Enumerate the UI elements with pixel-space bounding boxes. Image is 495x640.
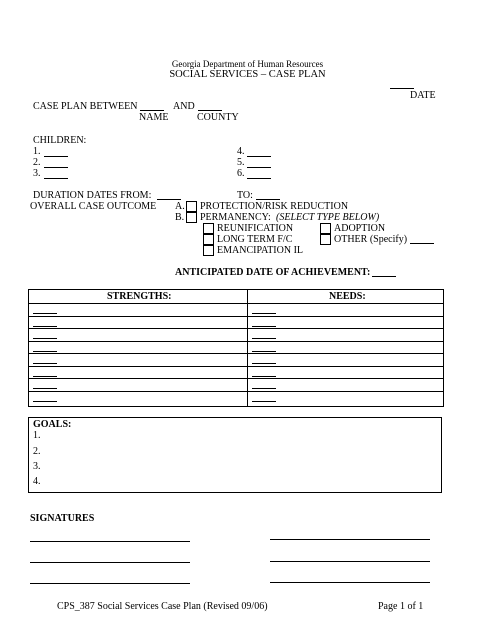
date-blank[interactable] (390, 88, 414, 89)
child-6-number: 6. (237, 168, 245, 179)
protection-text: PROTECTION/RISK REDUCTION (200, 201, 349, 212)
table-row-separator (29, 366, 443, 367)
other-text: OTHER (Specify) (334, 234, 408, 245)
signature-line-1[interactable] (30, 541, 190, 542)
permanency-checkbox[interactable] (186, 212, 197, 223)
signature-line-4[interactable] (270, 561, 430, 562)
anticipated-date-blank[interactable] (372, 276, 396, 277)
table-row-separator (29, 328, 443, 329)
strength-blank[interactable] (33, 388, 57, 389)
child-2-blank[interactable] (44, 167, 68, 168)
duration-from-blank[interactable] (157, 199, 181, 200)
strengths-header: STRENGTHS: (107, 291, 172, 302)
need-blank[interactable] (252, 326, 276, 327)
signature-line-6[interactable] (270, 582, 430, 583)
strength-blank[interactable] (33, 363, 57, 364)
goal-1: 1. (33, 430, 41, 441)
name-label: NAME (139, 112, 169, 123)
child-2-number: 2. (33, 157, 41, 168)
permanency-text: PERMANENCY: (200, 212, 271, 223)
need-blank[interactable] (252, 351, 276, 352)
signature-line-3[interactable] (30, 562, 190, 563)
signature-line-2[interactable] (270, 539, 430, 540)
form-title: SOCIAL SERVICES – CASE PLAN (169, 69, 326, 80)
signatures-label: SIGNATURES (30, 513, 95, 524)
child-3-number: 3. (33, 168, 41, 179)
reunification-checkbox[interactable] (203, 223, 214, 234)
need-blank[interactable] (252, 363, 276, 364)
emancipation-text: EMANCIPATION IL (217, 245, 304, 256)
table-row-separator (29, 303, 443, 304)
adoption-checkbox[interactable] (320, 223, 331, 234)
goals-label: GOALS: (33, 419, 72, 430)
overall-outcome-label: OVERALL CASE OUTCOME (30, 201, 157, 212)
child-4-blank[interactable] (247, 156, 271, 157)
table-row-separator (29, 378, 443, 379)
case-plan-between-label: CASE PLAN BETWEEN (33, 101, 138, 112)
and-label: AND (173, 101, 195, 112)
name-blank[interactable] (140, 110, 164, 111)
goal-4: 4. (33, 476, 41, 487)
anticipated-date-label: ANTICIPATED DATE OF ACHIEVEMENT: (175, 267, 371, 278)
goal-3: 3. (33, 461, 41, 472)
other-checkbox[interactable] (320, 234, 331, 245)
children-label: CHILDREN: (33, 135, 87, 146)
emancipation-checkbox[interactable] (203, 245, 214, 256)
strength-blank[interactable] (33, 401, 57, 402)
footer-form-id: CPS_387 Social Services Case Plan (Revised 09/06) (57, 601, 268, 612)
table-row-separator (29, 391, 443, 392)
long-term-checkbox[interactable] (203, 234, 214, 245)
child-3-blank[interactable] (44, 178, 68, 179)
county-blank[interactable] (198, 110, 222, 111)
other-specify-blank[interactable] (410, 243, 434, 244)
long-term-text: LONG TERM F/C (217, 234, 293, 245)
table-row-separator (29, 341, 443, 342)
county-label: COUNTY (197, 112, 239, 123)
child-1-blank[interactable] (44, 156, 68, 157)
strength-blank[interactable] (33, 351, 57, 352)
footer-page-number: Page 1 of 1 (378, 601, 424, 612)
need-blank[interactable] (252, 376, 276, 377)
strength-blank[interactable] (33, 338, 57, 339)
child-6-blank[interactable] (247, 178, 271, 179)
table-divider (247, 290, 248, 406)
outcome-b-label: B. (175, 212, 185, 223)
need-blank[interactable] (252, 313, 276, 314)
goals-box[interactable] (28, 417, 442, 493)
reunification-text: REUNIFICATION (217, 223, 294, 234)
goal-2: 2. (33, 446, 41, 457)
agency-name: Georgia Department of Human Resources (171, 59, 324, 69)
duration-to-blank[interactable] (256, 199, 280, 200)
strength-blank[interactable] (33, 313, 57, 314)
duration-from-label: DURATION DATES FROM: (33, 190, 152, 201)
adoption-text: ADOPTION (334, 223, 386, 234)
strength-blank[interactable] (33, 376, 57, 377)
need-blank[interactable] (252, 388, 276, 389)
signature-line-5[interactable] (30, 583, 190, 584)
permanency-note: (SELECT TYPE BELOW) (276, 212, 380, 223)
child-5-number: 5. (237, 157, 245, 168)
need-blank[interactable] (252, 401, 276, 402)
child-5-blank[interactable] (247, 167, 271, 168)
strengths-needs-table (28, 289, 444, 407)
date-label: DATE (410, 90, 436, 101)
table-row-separator (29, 353, 443, 354)
duration-to-label: TO: (237, 190, 253, 201)
child-4-number: 4. (237, 146, 245, 157)
protection-checkbox[interactable] (186, 201, 197, 212)
child-1-number: 1. (33, 146, 41, 157)
need-blank[interactable] (252, 338, 276, 339)
outcome-a-label: A. (175, 201, 185, 212)
needs-header: NEEDS: (329, 291, 366, 302)
strength-blank[interactable] (33, 326, 57, 327)
table-row-separator (29, 316, 443, 317)
